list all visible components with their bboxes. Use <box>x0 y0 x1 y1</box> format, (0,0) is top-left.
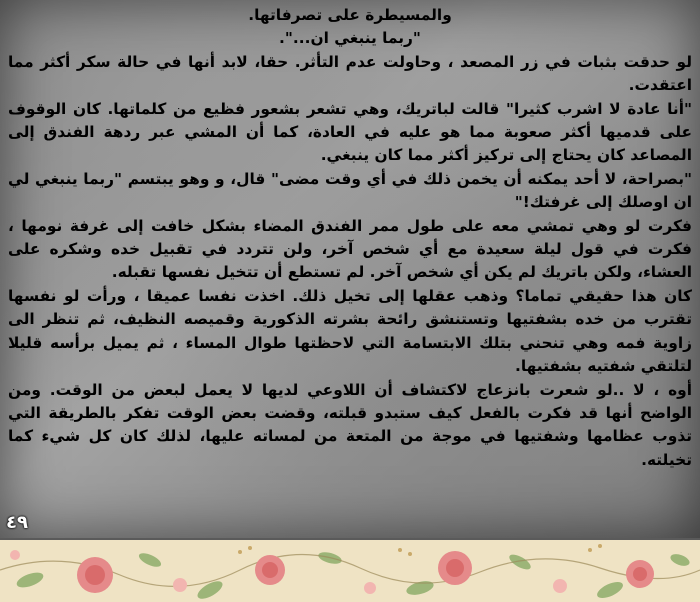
floral-pattern <box>0 540 700 602</box>
paragraph: أوه ، لا ..لو شعرت بانزعاج لاكتشاف أن اللاوعي لديها لا يعمل لبعض من الوقت. ومن الواضح أنها قد فكرت بالفعل كيف ستبدو قبلته، وقضت بعض الوقت تفكر بالطريقة التي تذوب عظامها وشفتيها في موجة من المتعة من لمساته عليها، لذلك كان كل شيء كما تخيلته. <box>8 380 692 469</box>
paragraph: "ربما ينبغي ان...". <box>279 29 421 48</box>
page-number: ٤٩ <box>6 512 28 533</box>
floral-footer-decoration <box>0 538 700 602</box>
page-text <box>8 4 692 472</box>
paragraph: كان هذا حقيقي تماما؟ وذهب عقلها إلى تخيل ذلك. اخذت نفسا عميقا ، ورأت لو نفسها تقترب من خده بشفتيها وتستنشق رائحة بشرته الذكورية وقميصه النظيف، ثم تنظر الى زاوية فمه وهي تنحني بتلك الابتسامة التي لاحظتها طوال المساء ، ثم يميل برأسه قليلا لتلتقي شفتيه بشفتيها. <box>8 286 692 376</box>
paragraph: "بصراحة، لا أحد يمكنه أن يخمن ذلك في أي وقت مضى" قال، و وهو يبتسم "ربما ينبغي لي ان اوصلك إلى غرفتك!" <box>8 169 692 212</box>
paragraph: فكرت لو وهي تمشي معه على طول ممر الفندق المضاء بشكل خافت إلى غرفة نومها ، فكرت في قول ليلة سعيدة مع أي شخص آخر، ولن تتردد في تقبيل خده وشكره على العشاء، ولكن باتريك لم يكن أي شخص آخر. لم تستطع أن تتخيل نفسها تقبله. <box>8 216 692 282</box>
paragraph: "أنا عادة لا اشرب كثيرا" قالت لباتريك، وهي تشعر بشعور فظيع من كلماتها. كان الوقوف على قدميها أكثر صعوبة مما هو عليه في العادة، كما أن المشي عبر ردهة الفندق إلى المصاعد كان يحتاج إلى تركيز أكثر مما كان ينبغي. <box>8 99 692 165</box>
paragraph: لو حدقت بثبات في زر المصعد ، وحاولت عدم التأثر. حقا، لابد أنها في حالة سكر أكثر مما اعتقدت. <box>8 52 692 95</box>
paragraph: والمسيطرة على تصرفاتها. <box>248 6 452 24</box>
